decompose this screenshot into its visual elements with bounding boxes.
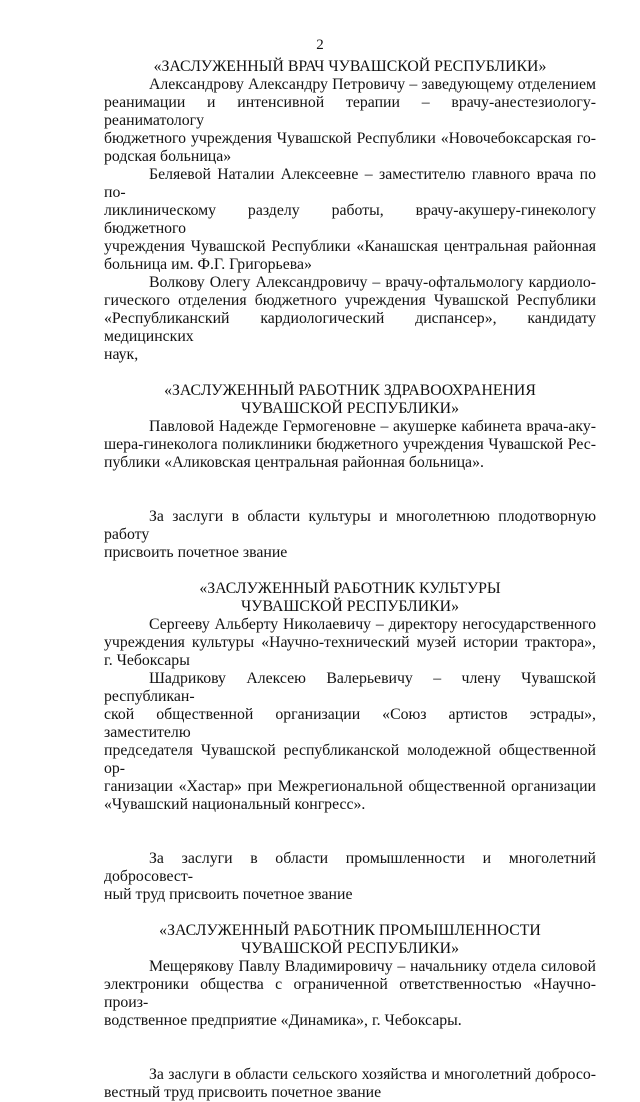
award-entry — [104, 274, 596, 364]
entry-line: гического отделения бюджетного учреждения Чувашской Республики — [104, 292, 596, 309]
award-title-line: «ЗАСЛУЖЕННЫЙ РАБОТНИК ПРОМЫШЛЕННОСТИ — [159, 922, 541, 939]
entry-line: Павловой Надежде Гермогеновне – акушерке кабинета врача-аку- — [149, 418, 596, 435]
entry-line: Шадрикову Алексею Валерьевичу – члену Чувашской республикан- — [104, 670, 596, 705]
decree-industry — [104, 850, 596, 904]
decree-culture — [104, 508, 596, 562]
entry-line: публики «Аликовская центральная районная больница». — [104, 454, 484, 471]
award-title-culture — [104, 580, 596, 616]
entry-line: председателя Чувашской республиканской молодежной общественной ор- — [104, 742, 596, 777]
entry-line: «Республиканский кардиологический диспансер», кандидату медицинских — [104, 310, 596, 345]
award-entry — [104, 616, 596, 670]
entry-line: реанимации и интенсивной терапии – врачу-анестезиологу-реаниматологу — [104, 94, 596, 129]
entry-line: «Чувашский национальный конгресс». — [104, 796, 366, 813]
entry-line: наук, — [104, 346, 139, 363]
spacer — [104, 364, 596, 382]
decree-line: За заслуги в области промышленности и многолетний добросовест- — [104, 850, 596, 885]
decree-line: вестный труд присвоить почетное звание — [104, 1084, 382, 1101]
award-title-line: «ЗАСЛУЖЕННЫЙ ВРАЧ ЧУВАШСКОЙ РЕСПУБЛИКИ» — [153, 58, 547, 75]
entry-line: Сергееву Альберту Николаевичу – директору негосударственного — [149, 616, 596, 633]
decree-line: За заслуги в области сельского хозяйства и многолетний добросо- — [149, 1066, 596, 1083]
award-entry — [104, 418, 596, 472]
entry-line: учреждения культуры «Научно-технический музей истории трактора», — [104, 634, 596, 651]
spacer — [104, 814, 596, 850]
spacer — [104, 562, 596, 580]
entry-line: г. Чебоксары — [104, 652, 190, 669]
entry-line: Мещерякову Павлу Владимировичу – начальнику отдела силовой — [149, 958, 596, 975]
entry-line: электроники общества с ограниченной ответственностью «Научно-произ- — [104, 976, 596, 1011]
award-entry — [104, 670, 596, 814]
spacer — [104, 904, 596, 922]
award-title-line: ЧУВАШСКОЙ РЕСПУБЛИКИ» — [241, 598, 459, 615]
entry-line: Беляевой Наталии Алексеевне – заместителю главного врача по по- — [104, 166, 596, 201]
entry-line: ганизации «Хастар» при Межрегиональной общественной организации — [104, 778, 596, 795]
award-title-line: ЧУВАШСКОЙ РЕСПУБЛИКИ» — [241, 940, 459, 957]
spacer — [104, 472, 596, 508]
entry-line: водственное предприятие «Динамика», г. Чебоксары. — [104, 1012, 462, 1029]
award-title-line: ЧУВАШСКОЙ РЕСПУБЛИКИ» — [241, 400, 459, 417]
award-entry — [104, 76, 596, 166]
decree-line: присвоить почетное звание — [104, 544, 288, 561]
award-entry — [104, 958, 596, 1030]
document-body — [104, 58, 596, 1102]
entry-line: Александрову Александру Петровичу – заведующему отделением — [149, 76, 596, 93]
entry-line: больница им. Ф.Г. Григорьева» — [104, 256, 312, 273]
award-entry — [104, 166, 596, 274]
page-number: 2 — [316, 37, 324, 53]
award-title-industry — [104, 922, 596, 958]
award-title-healthcare — [104, 382, 596, 418]
decree-line: ный труд присвоить почетное звание — [104, 886, 353, 903]
entry-line: ской общественной организации «Союз артистов эстрады», заместителю — [104, 706, 596, 741]
entry-line: учреждения Чувашской Республики «Канашская центральная районная — [104, 238, 596, 255]
award-title-doctor — [104, 58, 596, 76]
entry-line: ликлиническому разделу работы, врачу-акушеру-гинекологу бюджетного — [104, 202, 596, 237]
award-title-line: «ЗАСЛУЖЕННЫЙ РАБОТНИК КУЛЬТУРЫ — [199, 580, 501, 597]
spacer — [104, 1030, 596, 1066]
entry-line: Волкову Олегу Александровичу – врачу-офтальмологу кардиоло- — [149, 274, 596, 291]
entry-line: родская больница» — [104, 148, 232, 165]
decree-agriculture — [104, 1066, 596, 1102]
entry-line: шера-гинеколога поликлиники бюджетного учреждения Чувашской Рес- — [104, 436, 596, 453]
entry-line: бюджетного учреждения Чувашской Республики «Новочебоксарская го- — [104, 130, 596, 147]
award-title-line: «ЗАСЛУЖЕННЫЙ РАБОТНИК ЗДРАВООХРАНЕНИЯ — [164, 382, 536, 399]
decree-line: За заслуги в области культуры и многолетнюю плодотворную работу — [104, 508, 596, 543]
